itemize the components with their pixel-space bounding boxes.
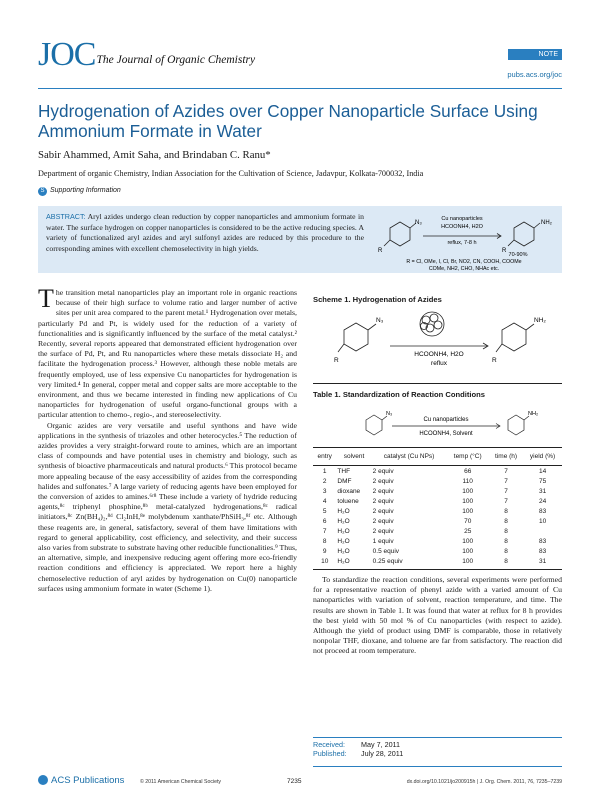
col-temp: temp (°C) [446, 448, 489, 466]
table-cell: 7 [504, 497, 508, 505]
toc-reagent-1: Cu nanoparticles [441, 216, 483, 222]
scheme-r-label: R [334, 357, 339, 364]
table-cell: 1 equiv [372, 537, 394, 545]
table-cell: H₂O [336, 556, 371, 569]
dates-divider [313, 766, 562, 767]
table-cell: 7 [322, 527, 327, 535]
copyright: © 2011 American Chemical Society [140, 779, 221, 785]
table-cell: 8 [489, 556, 523, 569]
toc-reagent-2: HCOONH4, H2O [441, 224, 483, 230]
toc-conditions: reflux, 7-8 h [447, 240, 477, 246]
received-date: May 7, 2011 [361, 740, 401, 749]
table-cell: 8 [504, 507, 508, 515]
abstract-body: Aryl azides undergo clean reduction by copper nanoparticles and ammonium formate in water. The surface hydrogen on copper nanoparticles is considered to be the active reducing species. A variety of functionalized aryl azides and aryl sulfonyl azides are reduced by this procedure to the corresponding amines with excellent chemoselectivity in high yields. [46, 212, 364, 253]
journal-logo [38, 36, 358, 76]
table-cell: 8 [504, 547, 508, 555]
article-type-badge: NOTE [508, 49, 562, 60]
body-left-column [38, 284, 297, 594]
table-cell: 100 [462, 547, 474, 555]
received-label: Received: [313, 740, 345, 749]
table-cell: 100 [446, 556, 489, 569]
table-cell: 70 [464, 517, 472, 525]
table-cell: 1 [322, 467, 327, 475]
table-cell: 2 equiv [372, 507, 394, 515]
drop-cap: T [38, 284, 54, 313]
journal-logo-mark: JOC [38, 36, 96, 73]
table-row [313, 476, 562, 486]
table-cell: 7 [504, 487, 508, 495]
table-cell: 25 [464, 527, 472, 535]
affiliation: Department of organic Chemistry, Indian Association for the Cultivation of Science, Jadavpur, Kolkata-700032, India [38, 169, 424, 178]
table-cell: 83 [538, 547, 547, 555]
toc-yield: 70-90% [508, 252, 528, 258]
header-divider [38, 88, 562, 89]
table-cell: 100 [462, 507, 474, 515]
journal-url-link[interactable]: pubs.acs.org/joc [507, 70, 562, 79]
acs-publications-logo [38, 775, 124, 786]
article-title: Hydrogenation of Azides over Copper Nanoparticle Surface Using Ammonium Formate in Water [38, 101, 538, 141]
table-scheme-reagent-1: Cu nanoparticles [423, 417, 469, 423]
supporting-info-link[interactable] [38, 187, 238, 196]
scheme-divider [313, 383, 562, 384]
toc-substituents-2: COMe, NH2, CHO, NHAc etc. [428, 266, 500, 272]
table-header-row [313, 448, 562, 466]
toc-substituents-1: R = Cl, OMe, I, Cl, Br, NO2, CN, COOH, COOMe [406, 259, 522, 265]
table-cell: H₂O [337, 537, 350, 545]
scheme-conditions: reflux [431, 360, 447, 367]
toc-reactant-ring [390, 222, 410, 246]
toc-product-ring [514, 222, 534, 246]
table-cell: toluene [337, 497, 359, 505]
col-entry: entry [313, 448, 336, 466]
acs-publisher-name: ACS Publications [51, 775, 125, 786]
table-cell: DMF [337, 477, 352, 485]
table-cell: 2 equiv [372, 477, 394, 485]
table-cell: 2 equiv [372, 527, 394, 535]
toc-amine-label: NH₂ [541, 220, 552, 226]
table-row [313, 486, 562, 496]
paragraph-1 [38, 284, 297, 421]
journal-name: The Journal of Organic Chemistry [96, 54, 256, 66]
scheme-r-label-product: R [492, 357, 497, 364]
scheme-1-graphic [320, 310, 560, 372]
table-cell: 9 [322, 547, 327, 555]
table-cell: 8 [504, 527, 508, 535]
dates-top-divider [313, 737, 562, 738]
table-cell: 0.5 equiv [372, 547, 400, 555]
abstract-label: ABSTRACT: [46, 212, 86, 221]
paragraph-3: To standardize the reaction conditions, several experiments were performed for a representative reaction of phenyl azide with a varied amount of Cu nanoparticles with variation of solvent, reaction temperature, and time. The results are shown in Table 1. It was found that water at reflux for 8 h provides the best yield with 50 mol % of Cu nanoparticles (with respect to azide). Although the yield of product using DMF is comparable, those in relatively nonpolar THF, dioxane, and toluene are far from satisfactory. The reaction did not proceed at room temperature. [313, 575, 562, 656]
scheme-1-title: Scheme 1. Hydrogenation of Azides [313, 295, 442, 304]
article-dates [313, 740, 562, 758]
table-cell: 7 [504, 467, 508, 475]
scheme-product-ring [502, 323, 526, 351]
table-cell: 24 [538, 497, 547, 505]
toc-r-label: R [378, 248, 383, 254]
published-label: Published: [313, 749, 347, 758]
table-cell: H₂O [337, 527, 350, 535]
table-cell: 3 [322, 487, 327, 495]
table-row [313, 496, 562, 506]
table-cell: 8 [322, 537, 327, 545]
table-cell [523, 526, 562, 536]
published-date: July 28, 2011 [361, 749, 404, 758]
table-cell: THF [337, 467, 351, 475]
table-cell: 2 [322, 477, 327, 485]
table-cell: 8 [504, 517, 508, 525]
table-cell: 31 [523, 556, 562, 569]
table-cell: dioxane [337, 487, 361, 495]
copper-nanoparticle-cluster [420, 312, 444, 336]
scheme-reagent: HCOONH4, H2O [414, 351, 464, 358]
page-number: 7235 [287, 778, 302, 785]
table-cell: 0.25 equiv [372, 556, 447, 569]
table-row [313, 556, 562, 569]
table-cell: 110 [462, 477, 473, 485]
received-row [313, 740, 562, 749]
acs-logo-icon [38, 775, 48, 785]
table-cell: 5 [322, 507, 327, 515]
table-cell: 8 [504, 537, 508, 545]
table-cell: 7 [504, 477, 508, 485]
table-cell: 83 [538, 537, 547, 545]
table-row [313, 536, 562, 546]
table-row [313, 516, 562, 526]
table-cell: 100 [462, 537, 474, 545]
toc-r-label-product: R [502, 248, 507, 254]
table-cell: 2 equiv [372, 497, 394, 505]
table-row [313, 546, 562, 556]
table-cell: 100 [462, 487, 474, 495]
table-cell: 4 [322, 497, 327, 505]
paragraph-2: Organic azides are very versatile and useful synthons and have wide applications in the synthesis of triazoles and other heterocycles.⁵ The reduction of azides provides a very straight-forward route to amines, which are an important class of compounds and have potential uses in chemistry and biology, such as synthesis of bioactive pharmaceuticals and natural products.⁶ This protocol became more appealing because of the easy accessibility of azides from the corresponding halides and sulfonates.⁷ A large variety of reducing agents have been employed for the conversion of azides to amines.⁶ʳ⁸ These include a variety of hydride reducing agents,⁸ᶜ triphenyl phosphine,⁸ᵇ metal-catalyzed hydrogenations,⁸ᶜ radical initiators,⁸ᶜ Zn(BH₄)₂,⁸ᵈ Cl₂InH,⁸ᵉ molybdenum xanthate/PhSiH₃,⁸ᶠ etc. Although these reagents are, in general, satisfactory, several of them have limitations with regard to general applicability, cost efficiency, and selectivity, and their success also varies from substrate to substrate having other reducible functionalities.⁹ Thus, an alternative, simple, and inexpensive reducing agent offering more eco-friendly reaction conditions and efficiency is appreciated. We report here a highly chemoselective reduction of aryl azides by hydrogenation on Cu(0) nanoparticle surfaces using ammonium formate in water (Scheme 1). [38, 420, 297, 593]
table-cell: H₂O [337, 547, 350, 555]
table-cell: 14 [538, 467, 547, 475]
table-body [313, 466, 562, 570]
table-cell: H₂O [337, 517, 350, 525]
table-row [313, 466, 562, 477]
table-cell: 2 equiv [372, 487, 394, 495]
scheme-amine-label: NH₂ [534, 317, 546, 324]
table-cell: 2 equiv [372, 517, 394, 525]
table-row [313, 506, 562, 516]
supporting-info-icon: S [38, 187, 47, 196]
table-cell: 6 [322, 517, 327, 525]
body-right-column [313, 575, 562, 657]
table-row [313, 526, 562, 536]
table-1-scheme [358, 406, 548, 446]
table-1-title: Table 1. Standardization of Reaction Conditions [313, 390, 485, 399]
abstract [46, 212, 364, 254]
author-list: Sabir Ahammed, Amit Saha, and Brindaban C. Ranu* [38, 149, 271, 161]
table-cell: 31 [538, 487, 547, 495]
col-time: time (h) [489, 448, 523, 466]
table-cell: 10 [313, 556, 336, 569]
table-scheme-azide: N₃ [386, 411, 393, 417]
col-yield: yield (%) [523, 448, 562, 466]
col-catalyst: catalyst (Cu NPs) [372, 448, 447, 466]
table-cell: H₂O [337, 507, 350, 515]
toc-azide-label: N₃ [415, 220, 422, 226]
table-scheme-reagent-2: HCOONH4, Solvent [419, 431, 473, 437]
table-scheme-amine: NH₂ [528, 411, 539, 417]
published-row [313, 749, 562, 758]
table-cell: 83 [538, 507, 547, 515]
table-cell: 2 equiv [372, 467, 394, 475]
scheme-azide-label: N₃ [376, 317, 384, 324]
col-solvent: solvent [336, 448, 371, 466]
doi-citation[interactable]: dx.doi.org/10.1021/jo200915h | J. Org. Chem. 2011, 76, 7235–7239 [406, 779, 562, 785]
toc-graphic [368, 208, 560, 272]
table-cell: 66 [464, 467, 472, 475]
scheme-reactant-ring [344, 323, 368, 351]
table-cell: 10 [538, 517, 547, 525]
table-cell: 100 [462, 497, 474, 505]
conditions-table [313, 447, 562, 570]
table-cell: 75 [538, 477, 547, 485]
paragraph-1-text: he transition metal nanoparticles play an important role in organic reactions because of their high surface to volume ratio and larger number of active sites per unit area compared to the parent metal.¹ Hydrogenation over metals, particularly Pd and Pt, is widely used for the reduction of a variety of functionalities and is significantly influenced by the surface of the metal catalyst.² Recently, several reports appeared that demonstrated efficient hydrogenation over the surface of Pd, Pt, and Ru nanoparticles where these metals dissociate H₂ and facilitate the hydrogenation process.³ However, although these noble metals are frequently employed, use of less expensive Cu nanoparticles for hydrogenation is very limited.⁴ In general, copper metal and copper salts are more acceptable to the environment, and thus we became interested in finding new applications of Cu nanoparticles for hydrogenation of useful organo-functional groups with a particular attention to chemo-, regio-, and stereoselectivity. [38, 288, 297, 420]
supporting-info-label: Supporting Information [50, 187, 121, 194]
